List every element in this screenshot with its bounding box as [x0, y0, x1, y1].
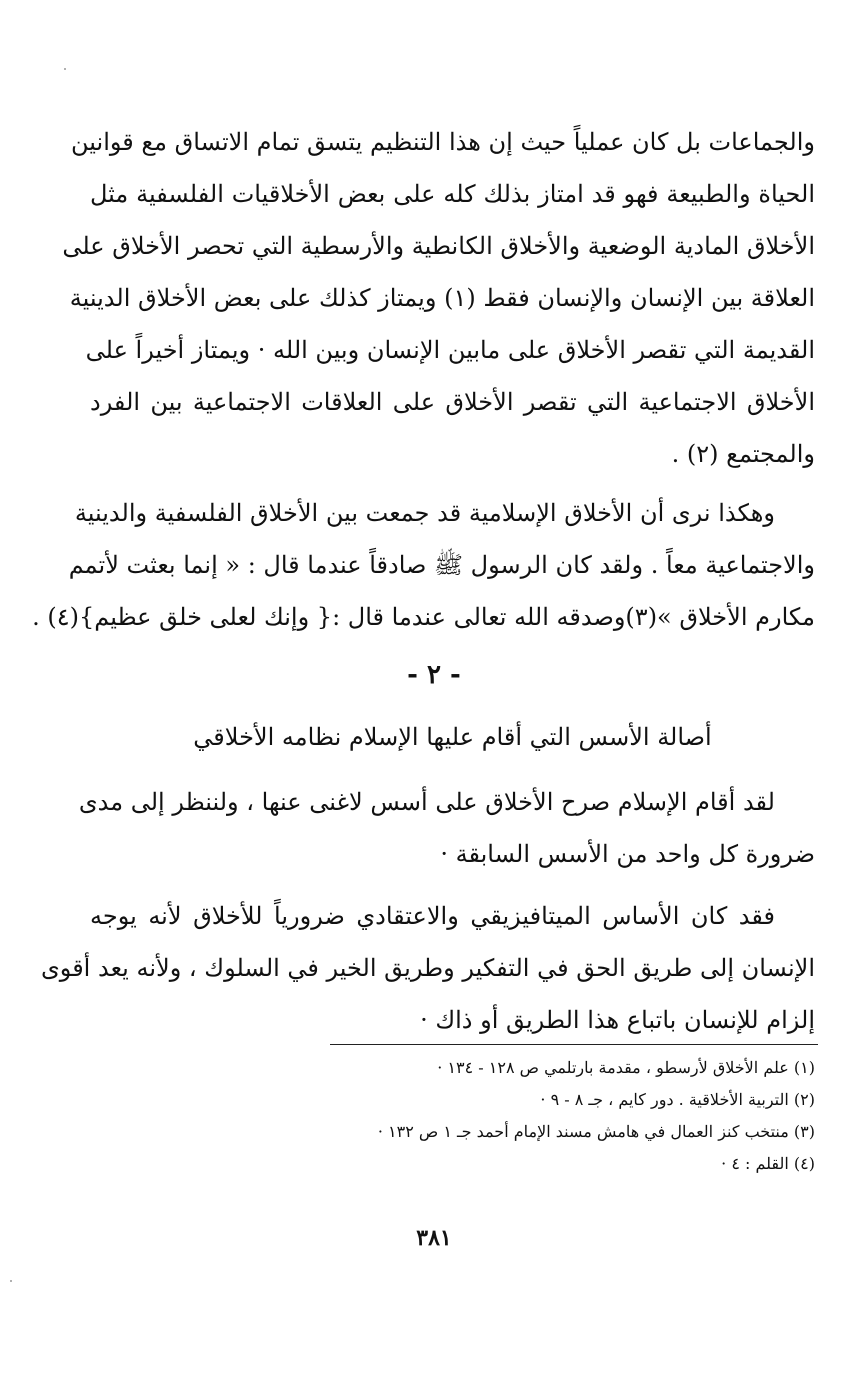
text-line: الأخلاق المادية الوضعية والأخلاق الكانطية والأرسطية التي تحصر الأخلاق على: [62, 232, 815, 260]
text-line: الحياة والطبيعة فهو قد امتاز بذلك كله على بعض الأخلاقيات الفلسفية مثل: [90, 180, 815, 208]
scan-speck: [64, 68, 66, 70]
paragraph-3: [78, 776, 815, 880]
paragraph-4: [41, 890, 815, 1046]
text-line: والجماعات بل كان عملياً حيث إن هذا التنظيم يتسق تمام الاتساق مع قوانين: [71, 128, 815, 156]
footnote-rule: [330, 1044, 818, 1045]
scan-speck: [10, 1280, 12, 1282]
paragraph-2: [32, 487, 815, 643]
text-line: وهكذا نرى أن الأخلاق الإسلامية قد جمعت بين الأخلاق الفلسفية والدينية: [74, 499, 775, 527]
text-line: الإنسان إلى طريق الحق في التفكير وطريق الخير في السلوك ، ولأنه يعد أقوى: [41, 954, 815, 982]
text-line: لقد أقام الإسلام صرح الأخلاق على أسس لاغنى عنها ، ولننظر إلى مدى: [78, 788, 775, 816]
text-line: العلاقة بين الإنسان والإنسان فقط (١) ويمتاز كذلك على بعض الأخلاق الدينية: [69, 284, 815, 312]
text-line: ضرورة كل واحد من الأسس السابقة ·: [440, 840, 815, 868]
footnote: (٤) القلم : ٤ ·: [721, 1154, 815, 1173]
text-line: إلزام للإنسان باتباع هذا الطريق أو ذاك ·: [420, 1006, 815, 1034]
text-line: والمجتمع (٢) .: [671, 440, 815, 468]
section-title: أصالة الأسس التي أقام عليها الإسلام نظامه الأخلاقي: [193, 723, 712, 751]
page-number: ٣٨١: [416, 1225, 452, 1251]
text-line: الأخلاق الاجتماعية التي تقصر الأخلاق على العلاقات الاجتماعية بين الفرد: [90, 388, 815, 416]
text-line: والاجتماعية معاً . ولقد كان الرسول ﷺ صادقاً عندما قال : « إنما بعثت لأتمم: [68, 551, 815, 579]
footnote: (١) علم الأخلاق لأرسطو ، مقدمة بارتلمي ص ١٢٨ - ١٣٤ ·: [437, 1058, 815, 1077]
footnote: (٣) منتخب كنز العمال في هامش مسند الإمام أحمد جـ ١ ص ١٣٢ ·: [377, 1122, 815, 1141]
footnotes: [250, 1052, 815, 1180]
paragraph-1: [62, 116, 815, 480]
footnote: (٢) التربية الأخلاقية . دور كايم ، جـ ٨ - ٩ ·: [540, 1090, 815, 1109]
text-line: فقد كان الأساس الميتافيزيقي والاعتقادي ضرورياً للأخلاق لأنه يوجه: [90, 902, 775, 930]
section-number: - ٢ -: [407, 660, 461, 690]
text-line: القديمة التي تقصر الأخلاق على مابين الإنسان وبين الله · ويمتاز أخيراً على: [85, 336, 815, 364]
text-line: مكارم الأخلاق »(٣)وصدقه الله تعالى عندما قال :{ وإنك لعلى خلق عظيم}(٤) .: [32, 603, 815, 631]
